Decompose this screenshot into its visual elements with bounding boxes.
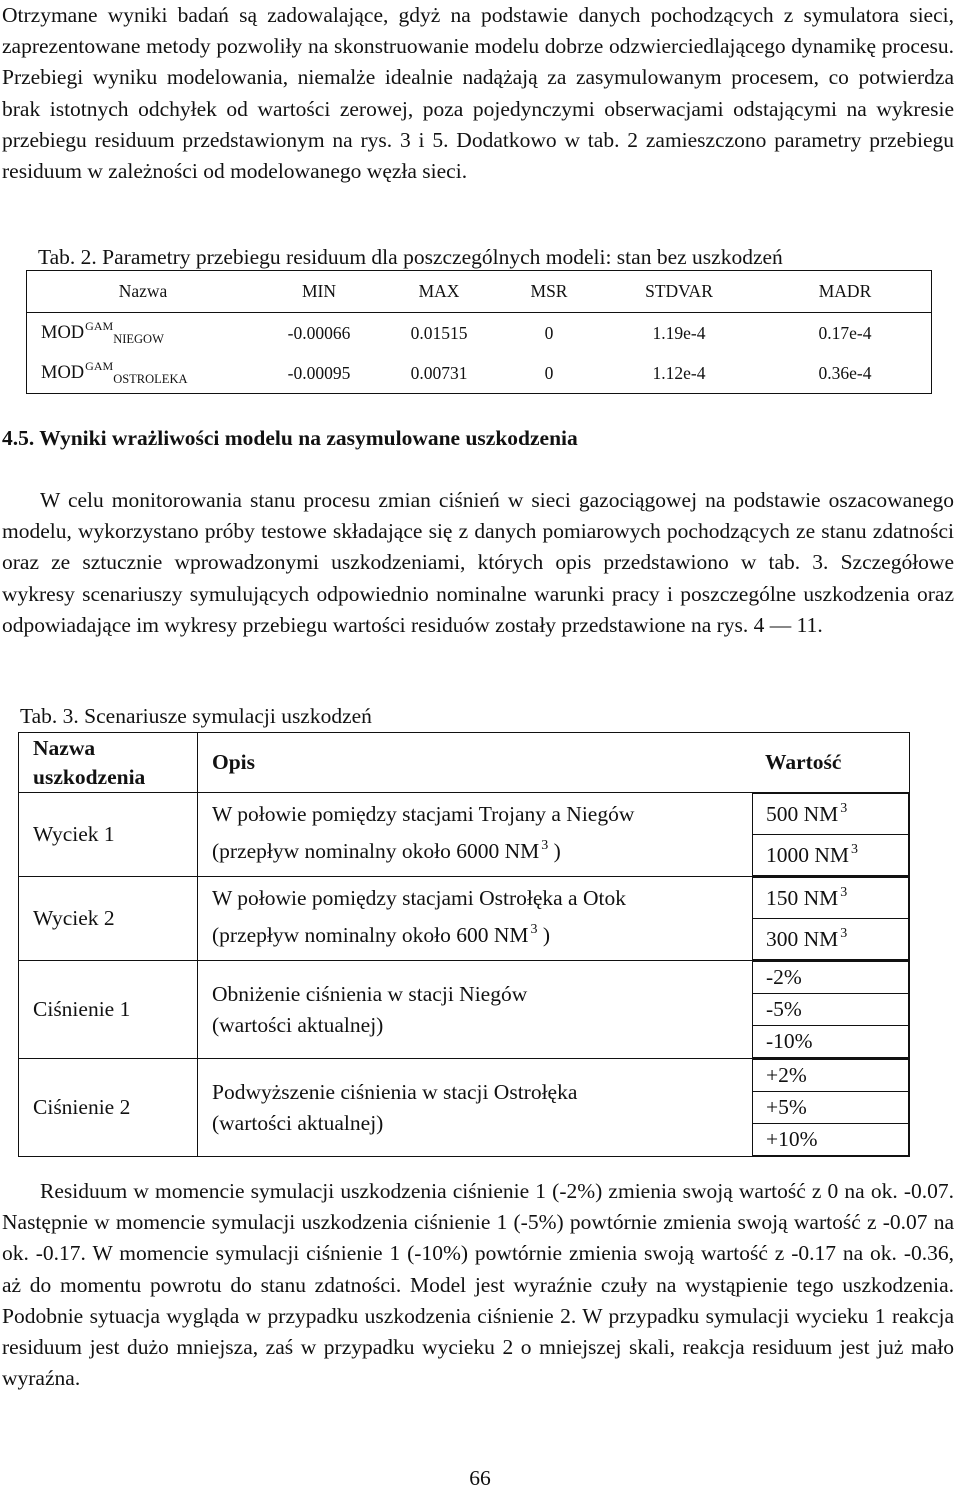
table-row bbox=[27, 313, 932, 354]
paragraph-results: Otrzymane wyniki badań są zadowalające, gdyż na podstawie danych pochodzących z symulatora sieci, zaprezentowane metody pozwoliły na skonstruowanie modelu dobrze odzwierciedlającego dynamikę procesu. Przebiegi wyniku modelowania, niemalże idealnie nadążają za zasymulowanym procesem, co potwierdza brak istotnych odchyłek od wartości zerowej, poza pojedynczymi obserwacjami odstającymi na wykresie przebiegu residuum przedstawionym na rys. 3 i 5. Dodatkowo w tab. 2 zamieszczono parametry przebiegu residuum w zależności od modelowanego węzła sieci. bbox=[2, 3, 954, 184]
table3-cell-values bbox=[752, 877, 910, 961]
table2-header-madr: MADR bbox=[759, 271, 932, 313]
table2-caption: Tab. 2. Parametry przebiegu residuum dla poszczególnych modeli: stan bez uszkodzeń bbox=[38, 245, 783, 269]
table3-cell-desc: W połowie pomiędzy stacjami Trojany a Niegów (przepływ nominalny około 6000 NM $^3$ ) bbox=[198, 793, 753, 877]
table3-cell-desc: Obniżenie ciśnienia w stacji Niegów (wartości aktualnej) bbox=[198, 961, 753, 1059]
table3-header-name: Nazwa uszkodzenia bbox=[19, 733, 198, 793]
table2-cell-msr: 0 bbox=[544, 322, 554, 343]
page-number: 66 bbox=[469, 1466, 491, 1490]
table2-cell-max: 0.01515 bbox=[410, 322, 468, 343]
table2-header-min: MIN bbox=[259, 271, 379, 313]
table3-value: +10% bbox=[752, 1124, 909, 1156]
table3-value: 150 NM $^3$ bbox=[752, 877, 909, 919]
table2-cell-stdvar: 1.19e-4 bbox=[652, 322, 706, 343]
table-row bbox=[19, 1059, 910, 1157]
table2-header-row bbox=[27, 271, 932, 313]
table3-value: -5% bbox=[752, 994, 909, 1026]
table3-cell-name: Ciśnienie 1 bbox=[19, 961, 198, 1059]
table3-cell-name: Wyciek 2 bbox=[19, 877, 198, 961]
table-row bbox=[19, 793, 910, 877]
table-row bbox=[19, 877, 910, 961]
table2-cell-madr: 0.36e-4 bbox=[818, 362, 872, 383]
table3-cell-desc: W połowie pomiędzy stacjami Ostrołęka a Otok (przepływ nominalny około 600 NM $^3$ ) bbox=[198, 877, 753, 961]
table2-header-nazwa: Nazwa bbox=[27, 271, 260, 313]
paragraph-residuum: Residuum w momencie symulacji uszkodzenia ciśnienie 1 (-2%) zmienia swoją wartość z 0 na ok. -0.07. Następnie w momencie symulacji uszkodzenia ciśnienie 1 (-5%) powtórnie zmienia swoją wartość z -0.07 na ok. -0.17. W momencie symulacji ciśnienie 1 (-10%) powtórnie zmienia swoją wartość z -0.17 na ok. -0.36, aż do momentu powrotu do stanu zdatności. Model jest wyraźnie czuły na wystąpienie tego uszkodzenia. Podobnie sytuacja wygląda w przypadku uszkodzenia ciśnienie 2. W przypadku symulacji wycieku 1 reakcja residuum jest dużo mniejsza, zaś w przypadku wycieku 2 o mniejszej skali, reakcja residuum jest już mało wyraźna. bbox=[2, 1179, 954, 1391]
table2 bbox=[26, 270, 932, 394]
table-row bbox=[19, 961, 910, 1059]
table3-header-value: Wartość bbox=[752, 733, 910, 793]
table3-value: +5% bbox=[752, 1092, 909, 1124]
table3-value: -2% bbox=[752, 961, 909, 994]
table3-cell-values bbox=[752, 961, 910, 1059]
table3-cell-desc: Podwyższenie ciśnienia w stacji Ostrołęka (wartości aktualnej) bbox=[198, 1059, 753, 1157]
table2-cell-model-name: $MOD^{GAM}_{NIEGOW}$ bbox=[41, 319, 164, 346]
table2-cell-msr: 0 bbox=[544, 362, 554, 383]
table3-value: 300 NM $^3$ bbox=[752, 919, 909, 960]
table3-value: 500 NM $^3$ bbox=[752, 793, 909, 835]
table2-cell-min: -0.00095 bbox=[287, 362, 351, 383]
table3-header-row bbox=[19, 733, 910, 793]
table3-cell-values bbox=[752, 793, 910, 877]
table3-cell-name: Wyciek 1 bbox=[19, 793, 198, 877]
table3-cell-values bbox=[752, 1059, 910, 1157]
table-row bbox=[27, 353, 932, 394]
paragraph-monitoring: W celu monitorowania stanu procesu zmian ciśnień w sieci gazociągowej na podstawie oszacowanego modelu, wykorzystano próby testowe składające się z danych pomiarowych pochodzących ze stanu zdatności oraz ze sztucznie wprowadzonymi uszkodzeniami, których opis przedstawiono w tab. 3. Szczegółowe wykresy scenariuszy symulujących odpowiednio nominalne warunki pracy i poszczególne uszkodzenia oraz odpowiadające im wykresy przebiegu wartości residuów zostały przedstawione na rys. 4 — 11. bbox=[2, 488, 954, 637]
table2-header-max: MAX bbox=[379, 271, 499, 313]
table2-header-stdvar: STDVAR bbox=[599, 271, 759, 313]
table3 bbox=[18, 732, 910, 1157]
table3-value: 1000 NM $^3$ bbox=[752, 835, 909, 876]
table2-cell-model-name: $MOD^{GAM}_{OSTROLEKA}$ bbox=[41, 359, 188, 386]
table2-cell-max: 0.00731 bbox=[410, 362, 468, 383]
table3-value: +2% bbox=[752, 1059, 909, 1092]
table3-cell-name: Ciśnienie 2 bbox=[19, 1059, 198, 1157]
section-heading: 4.5. Wyniki wrażliwości modelu na zasymulowane uszkodzenia bbox=[2, 426, 578, 450]
table2-header-msr: MSR bbox=[499, 271, 599, 313]
table2-cell-madr: 0.17e-4 bbox=[818, 322, 872, 343]
table3-header-desc: Opis bbox=[198, 733, 753, 793]
table2-cell-min: -0.00066 bbox=[287, 322, 351, 343]
table3-caption: Tab. 3. Scenariusze symulacji uszkodzeń bbox=[20, 704, 372, 728]
table3-value: -10% bbox=[752, 1026, 909, 1058]
table2-cell-stdvar: 1.12e-4 bbox=[652, 362, 706, 383]
